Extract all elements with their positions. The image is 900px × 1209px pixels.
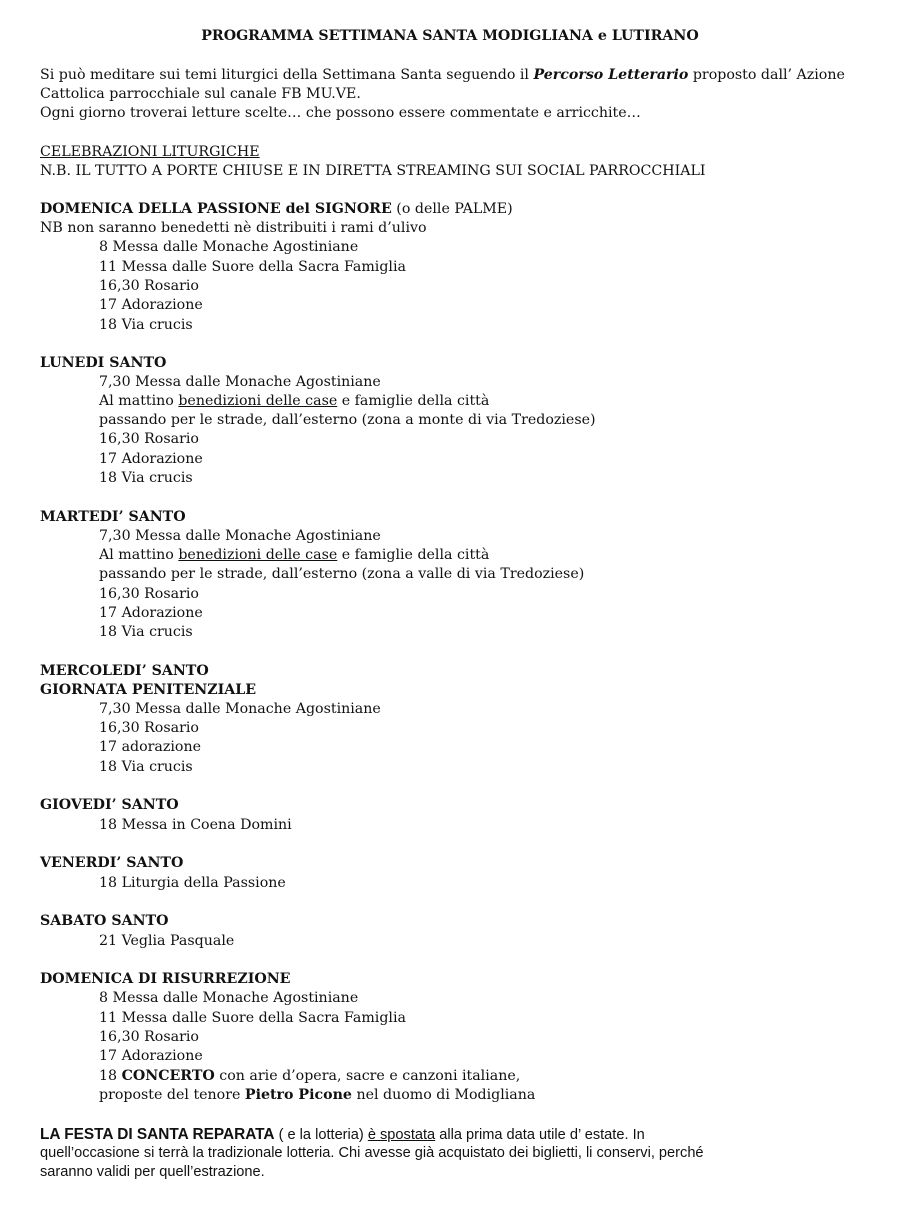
festa-text: alla prima data utile d’ estate. In [435, 1127, 645, 1143]
item-text: con arie d’opera, sacre e canzoni italiane, [214, 1068, 521, 1084]
item-text: e famiglie della città [337, 393, 490, 409]
schedule-item: 11 Messa dalle Suore della Sacra Famiglia [99, 1010, 406, 1026]
tenore-name: Pietro Picone [244, 1087, 352, 1103]
item-text: Al mattino [99, 547, 179, 563]
schedule-item: 11 Messa dalle Suore della Sacra Famiglia [99, 259, 406, 275]
schedule-item: 17 Adorazione [99, 605, 203, 621]
schedule-item: 16,30 Rosario [99, 720, 199, 736]
section-title-giovedi: GIOVEDI’ SANTO [40, 797, 179, 813]
festa-line-2: quell’occasione si terrà la tradizionale lotteria. Chi avesse già acquistato dei biglietti, li conservi, perché [40, 1145, 704, 1161]
section-title-mercoledi: MERCOLEDI’ SANTO [40, 663, 209, 679]
section-title-venerdi: VENERDI’ SANTO [40, 855, 184, 871]
schedule-item: passando per le strade, dall’esterno (zona a valle di via Tredoziese) [99, 566, 585, 582]
schedule-item: 17 adorazione [99, 739, 201, 755]
schedule-item: 17 Adorazione [99, 297, 203, 313]
intro-text: Si può meditare sui temi liturgici della Settimana Santa seguendo il [40, 67, 534, 83]
schedule-item: 17 Adorazione [99, 451, 203, 467]
schedule-item: 21 Veglia Pasquale [99, 933, 235, 949]
celebrazioni-note: N.B. IL TUTTO A PORTE CHIUSE E IN DIRETTA STREAMING SUI SOCIAL PARROCCHIALI [40, 163, 706, 179]
schedule-item: 16,30 Rosario [99, 431, 199, 447]
schedule-item [99, 392, 489, 411]
festa-text: ( e la lotteria) [274, 1127, 368, 1143]
schedule-item: 18 Via crucis [99, 317, 193, 333]
intro-text: proposto dall’ Azione [688, 67, 845, 83]
schedule-item: 18 Via crucis [99, 470, 193, 486]
schedule-item: 7,30 Messa dalle Monache Agostiniane [99, 374, 381, 390]
tenore-line [99, 1086, 535, 1105]
item-text: e famiglie della città [337, 547, 490, 563]
section-title-lunedi: LUNEDI SANTO [40, 355, 167, 371]
festa-line-3: saranno validi per quell’estrazione. [40, 1164, 265, 1180]
item-text: 18 [99, 1068, 122, 1084]
intro-line-3: Ogni giorno troverai letture scelte… che possono essere commentate e arricchite… [40, 105, 641, 121]
festa-line-1 [40, 1125, 645, 1145]
palme-note: NB non saranno benedetti nè distribuiti i rami d’ulivo [40, 220, 427, 236]
schedule-item: 16,30 Rosario [99, 586, 199, 602]
schedule-item [99, 546, 489, 565]
schedule-item: passando per le strade, dall’esterno (zona a monte di via Tredoziese) [99, 412, 596, 428]
festa-title: LA FESTA DI SANTA REPARATA [40, 1126, 275, 1143]
schedule-item: 18 Messa in Coena Domini [99, 817, 292, 833]
schedule-item: 7,30 Messa dalle Monache Agostiniane [99, 528, 381, 544]
schedule-item: 18 Liturgia della Passione [99, 875, 286, 891]
section-title-martedi: MARTEDI’ SANTO [40, 509, 186, 525]
section-subtitle: (o delle PALME) [391, 201, 513, 217]
intro-line-1 [40, 66, 845, 85]
schedule-item: 7,30 Messa dalle Monache Agostiniane [99, 701, 381, 717]
schedule-item: 16,30 Rosario [99, 278, 199, 294]
section-title-risurrezione: DOMENICA DI RISURREZIONE [40, 971, 291, 987]
percorso-letterario: Percorso Letterario [533, 67, 689, 83]
schedule-item: 8 Messa dalle Monache Agostiniane [99, 990, 359, 1006]
intro-line-2: Cattolica parrocchiale sul canale FB MU.VE. [40, 86, 361, 102]
item-text: proposte del tenore [99, 1087, 245, 1103]
schedule-item: 16,30 Rosario [99, 1029, 199, 1045]
celebrazioni-heading: CELEBRAZIONI LITURGICHE [40, 144, 260, 160]
schedule-item: 17 Adorazione [99, 1048, 203, 1064]
benedizioni-underlined: benedizioni delle case [178, 393, 338, 409]
spostata-underlined: è spostata [367, 1127, 436, 1143]
item-text: Al mattino [99, 393, 179, 409]
item-text: nel duomo di Modigliana [351, 1087, 536, 1103]
page-title: PROGRAMMA SETTIMANA SANTA MODIGLIANA e LUTIRANO [201, 28, 699, 44]
schedule-item: 8 Messa dalle Monache Agostiniane [99, 239, 359, 255]
concerto-line [99, 1067, 520, 1086]
section-title: DOMENICA DELLA PASSIONE del SIGNORE [40, 201, 392, 217]
section-subtitle-penitenziale: GIORNATA PENITENZIALE [40, 682, 257, 698]
section-title-sabato: SABATO SANTO [40, 913, 169, 929]
schedule-item: 18 Via crucis [99, 624, 193, 640]
concerto-bold: CONCERTO [121, 1068, 215, 1084]
section-title-palme [40, 200, 513, 219]
schedule-item: 18 Via crucis [99, 759, 193, 775]
benedizioni-underlined: benedizioni delle case [178, 547, 338, 563]
